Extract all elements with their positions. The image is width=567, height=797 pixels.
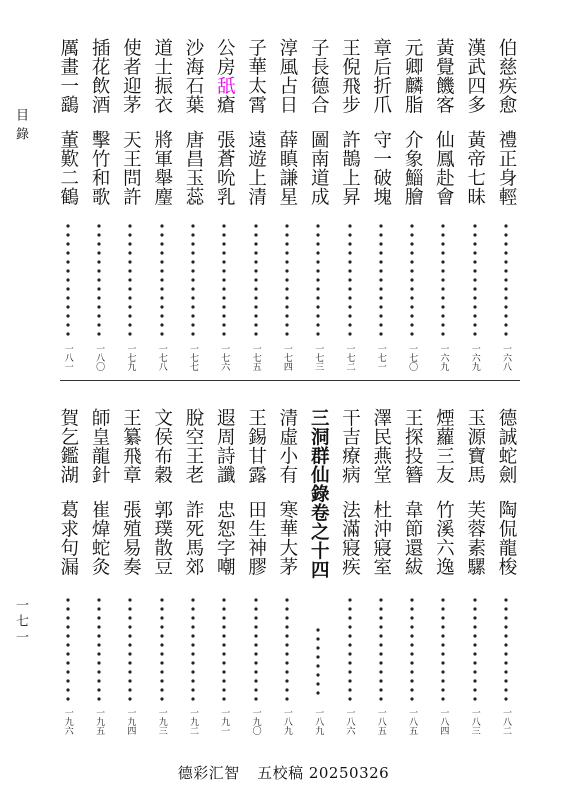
entry-title-1: 厲畫一鷂 xyxy=(57,38,79,114)
leader-dots xyxy=(250,596,262,704)
entry-title-2: 守一破塊 xyxy=(370,130,392,206)
entry-title-1: 插花飲酒 xyxy=(89,38,111,114)
entry-page-number: 一七七 xyxy=(188,344,198,371)
leader-dots xyxy=(156,596,168,704)
toc-entry xyxy=(402,38,422,394)
leader-dots xyxy=(312,626,324,704)
toc-entry xyxy=(152,408,172,758)
entry-title-1: 玉源寶馬 xyxy=(464,408,486,484)
entry-title-1: 元卿麟脂 xyxy=(402,38,424,114)
leader-dots xyxy=(250,222,262,340)
toc-entry xyxy=(152,38,172,394)
entry-page-number: 一七九 xyxy=(125,344,136,371)
entry-page-number: 一七六 xyxy=(219,344,230,371)
entry-page-number: 一六八 xyxy=(501,344,511,371)
toc-entry xyxy=(214,408,234,758)
footer xyxy=(0,762,567,783)
section-divider xyxy=(60,380,520,381)
toc-entry xyxy=(277,38,297,394)
entry-page-number: 一六九 xyxy=(469,344,480,371)
toc-entry xyxy=(277,408,297,758)
toc-entry xyxy=(371,408,391,758)
entry-title-1: 脫空王老 xyxy=(183,408,204,484)
leader-dots xyxy=(93,596,105,704)
leader-dots xyxy=(406,222,418,340)
toc-entry xyxy=(89,408,109,758)
entry-page-number: 一六九 xyxy=(438,344,449,371)
entry-title-1: 道士振衣 xyxy=(151,38,173,114)
leader-dots xyxy=(281,596,293,704)
entry-page-number: 一七一 xyxy=(375,344,386,371)
entry-title-2: 薛瞋謙星 xyxy=(276,130,298,206)
leader-dots xyxy=(500,596,512,704)
entry-page-number: 一七二 xyxy=(344,344,355,371)
entry-title-1: 使者迎茅 xyxy=(120,38,142,114)
toc-entry xyxy=(465,408,485,758)
entry-title-1: 文侯布穀 xyxy=(151,408,173,484)
leader-dots xyxy=(156,222,168,340)
entry-page-number: 一九一 xyxy=(219,708,230,735)
leader-dots xyxy=(93,222,105,340)
entry-title-1: 章后折爪 xyxy=(370,38,392,114)
toc-entry xyxy=(214,38,234,394)
footer-draft: 五校稿 20250326 xyxy=(257,764,390,782)
entry-page-number: 一八〇 xyxy=(94,344,105,371)
entry-title-1: 王倪飛步 xyxy=(339,38,361,114)
leader-dots xyxy=(375,596,387,704)
entry-page-number: 一九五 xyxy=(94,708,105,735)
entry-title-2: 葛求句漏 xyxy=(57,500,79,576)
entry-title-1: 子華太霄 xyxy=(245,38,267,114)
leader-dots xyxy=(469,596,481,704)
entry-title-2: 張蒼吮乳 xyxy=(214,130,236,206)
entry-title-1: 沙海石葉 xyxy=(183,38,204,114)
leader-dots xyxy=(312,222,324,340)
entry-title-1: 干吉療病 xyxy=(339,408,361,484)
entry-page-number: 一七八 xyxy=(156,344,167,371)
toc-entry xyxy=(465,38,485,394)
toc-entry xyxy=(308,38,328,394)
entry-title-1: 淳風占日 xyxy=(276,38,298,114)
toc-entry xyxy=(120,408,140,758)
entry-page-number: 一七四 xyxy=(281,344,292,371)
entry-title-2: 忠恕字嘲 xyxy=(214,500,236,576)
toc-entry xyxy=(246,408,266,758)
toc-entry xyxy=(89,38,109,394)
volume-heading: 三洞群仙錄卷之十四 xyxy=(308,408,330,579)
entry-title-2: 張殖易奏 xyxy=(120,500,142,576)
toc-entry xyxy=(371,38,391,394)
entry-page-number: 一八五 xyxy=(375,708,386,735)
entry-title-2: 仙鳳赴會 xyxy=(433,130,455,206)
entry-title-2: 芙蓉素騾 xyxy=(464,500,486,576)
leader-dots xyxy=(469,222,481,340)
leader-dots xyxy=(124,222,136,340)
entry-page-number: 一九三 xyxy=(156,708,167,735)
toc-entry xyxy=(183,408,203,758)
entry-title-1: 遐周詩讖 xyxy=(214,408,236,484)
toc-entry xyxy=(340,408,360,758)
leader-dots xyxy=(218,222,230,340)
entry-title-1: 王錫甘露 xyxy=(245,408,267,484)
entry-page-number: 一七〇 xyxy=(407,344,418,371)
entry-page-number: 一七三 xyxy=(313,344,324,371)
toc-entry xyxy=(496,408,516,758)
entry-title-2: 竹溪六逸 xyxy=(433,500,455,576)
entry-title-2: 黃帝七昧 xyxy=(464,130,486,206)
entry-title-1: 清虛小有 xyxy=(276,408,298,484)
entry-title-1: 伯慈疾愈 xyxy=(496,38,517,114)
entry-title-2: 將軍舉麈 xyxy=(151,130,173,206)
toc-entry xyxy=(58,38,78,394)
entry-title-2: 介象鯔膾 xyxy=(402,130,424,206)
leader-dots xyxy=(62,222,74,340)
entry-title-2: 禮正身輕 xyxy=(496,130,517,206)
entry-title-2: 圖南道成 xyxy=(308,130,330,206)
entry-title-1: 師皇龍針 xyxy=(89,408,111,484)
entry-title-2: 許鵲上昇 xyxy=(339,130,361,206)
entry-title-2: 崔煒蛇灸 xyxy=(89,500,111,576)
running-header: 目錄 xyxy=(13,108,28,146)
entry-title-1: 公房舐瘡 xyxy=(214,38,236,114)
toc-entry xyxy=(433,38,453,394)
leader-dots xyxy=(437,222,449,340)
leader-dots xyxy=(437,596,449,704)
entry-title-2: 郭璞散豆 xyxy=(151,500,173,576)
leader-dots xyxy=(124,596,136,704)
entry-page-number: 一八二 xyxy=(501,708,511,735)
entry-title-2: 詐死馬郊 xyxy=(183,500,204,576)
leader-dots xyxy=(218,596,230,704)
toc-entry xyxy=(496,38,516,394)
entry-title-1: 澤民燕堂 xyxy=(370,408,392,484)
entry-title-1: 王探投簪 xyxy=(402,408,424,484)
entry-title-2: 陶侃龍梭 xyxy=(496,500,517,576)
entry-title-2: 杜沖寢室 xyxy=(370,500,392,576)
entry-page-number: 一八九 xyxy=(281,708,292,735)
toc-entry xyxy=(433,408,453,758)
entry-page-number: 一八九 xyxy=(313,708,324,735)
entry-page-number: 一八五 xyxy=(407,708,418,735)
entry-title-1: 黃覺饑客 xyxy=(433,38,455,114)
toc-entry xyxy=(120,38,140,394)
entry-title-2: 法滿寢疾 xyxy=(339,500,361,576)
entry-page-number: 一九〇 xyxy=(250,708,261,735)
leader-dots xyxy=(62,596,74,704)
entry-title-1: 漢武四多 xyxy=(464,38,486,114)
toc-entry xyxy=(58,408,78,758)
entry-page-number: 一八三 xyxy=(469,708,480,735)
toc-entry xyxy=(308,408,328,758)
entry-title-2: 韋節還紱 xyxy=(402,500,424,576)
entry-title-1: 賀乞鑑湖 xyxy=(57,408,79,484)
entry-page-number: 一八四 xyxy=(438,708,449,735)
entry-page-number: 一九四 xyxy=(125,708,136,735)
leader-dots xyxy=(187,596,199,704)
entry-title-2: 董歎二鶴 xyxy=(57,130,79,206)
entry-title-1: 王纂飛章 xyxy=(120,408,142,484)
toc-entry xyxy=(340,38,360,394)
leader-dots xyxy=(344,222,356,340)
toc-entry xyxy=(246,38,266,394)
leader-dots xyxy=(281,222,293,340)
entry-title-1: 煙蘿三友 xyxy=(433,408,455,484)
entry-page-number: 一九二 xyxy=(188,708,198,735)
entry-title-2: 擊竹和歌 xyxy=(89,130,111,206)
entry-page-number: 一九六 xyxy=(62,708,73,735)
leader-dots xyxy=(406,596,418,704)
leader-dots xyxy=(500,222,512,340)
entry-page-number: 一七五 xyxy=(250,344,261,371)
leader-dots xyxy=(344,596,356,704)
leader-dots xyxy=(375,222,387,340)
entry-title-2: 寒華大茅 xyxy=(276,500,298,576)
entry-title-1: 子長德合 xyxy=(308,38,330,114)
leader-dots xyxy=(187,222,199,340)
entry-title-1: 德誠蛇劍 xyxy=(496,408,517,484)
entry-title-2: 唐昌玉蕊 xyxy=(183,130,204,206)
entry-title-2: 田生神膠 xyxy=(245,500,267,576)
toc-entry xyxy=(183,38,203,394)
toc-entry xyxy=(402,408,422,758)
entry-title-2: 遠遊上清 xyxy=(245,130,267,206)
page-number: 一七一 xyxy=(13,598,28,646)
footer-brand: 德彩汇智 xyxy=(177,764,240,782)
entry-page-number: 一八六 xyxy=(344,708,355,735)
entry-page-number: 一八一 xyxy=(62,344,73,371)
entry-title-2: 天王問許 xyxy=(120,130,142,206)
